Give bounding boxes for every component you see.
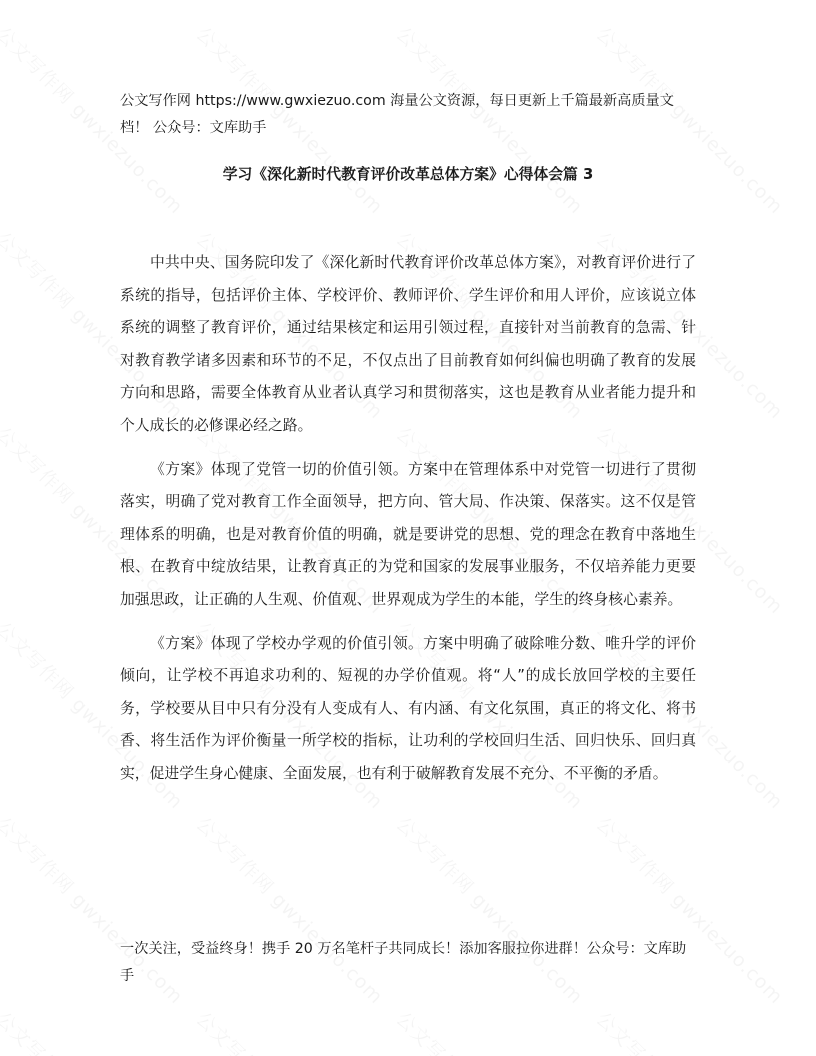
footer-note: 一次关注，受益终身！携手 20 万名笔杆子共同成长！添加客服拉你进群！公众号：文库助手 — [120, 941, 687, 984]
paragraph-list — [120, 247, 696, 791]
watermark-text — [0, 1005, 190, 1056]
body-paragraph: 《方案》体现了学校办学观的价值引领。方案中明确了破除唯分数、唯升学的评价倾向，让学校不再追求功利的、短视的办学价值观。将“人”的成长放回学校的主要任务，学校要从目中只有分没有人变成有人、有内涵、有文化氛围，真正的将文化、将书香、将生活作为评价衡量一所学校的指标，让功利的学校回归生活、回归快乐、回归真实，促进学生身心健康、全面发展，也有利于破解教育发展不充分、不平衡的矛盾。 — [120, 634, 696, 782]
document-title: 学习《深化新时代教育评价改革总体方案》心得体会篇 3 — [222, 166, 594, 183]
body-paragraph: 《方案》体现了党管一切的价值引领。方案中在管理体系中对党管一切进行了贯彻落实，明确了党对教育工作全面领导，把方向、管大局、作决策、保落实。这不仅是管理体系的明确，也是对教育价值的明确，就是要讲党的思想、党的理念在教育中落地生根、在教育中绽放结果，让教育真正的为党和国家的发展事业服务，不仅培养能力更要加强思政，让正确的人生观、价值观、世界观成为学生的本能，学生的终身核心素养。 — [120, 460, 696, 608]
header-note: 公文写作网 https://www.gwxiezuo.com 海量公文资源，每日更新上千篇最新高质量文档！ 公众号：文库助手 — [120, 93, 674, 136]
watermark-text — [391, 1005, 590, 1056]
watermark-text — [191, 1005, 390, 1056]
body-paragraph: 中共中央、国务院印发了《深化新时代教育评价改革总体方案》，对教育评价进行了系统的指导，包括评价主体、学校评价、教师评价、学生评价和用人评价，应该说立体系统的调整了教育评价，通过结果核定和运用引领过程，直接针对当前教育的急需、针对教育教学诸多因素和环节的不足，不仅点出了目前教育如何纠偏也明确了教育的发展方向和思路，需要全体教育从业者认真学习和贯彻落实，这也是教育从业者能力提升和个人成长的必修课必经之路。 — [120, 254, 696, 434]
watermark-text — [591, 1005, 790, 1056]
document-body — [120, 88, 696, 802]
